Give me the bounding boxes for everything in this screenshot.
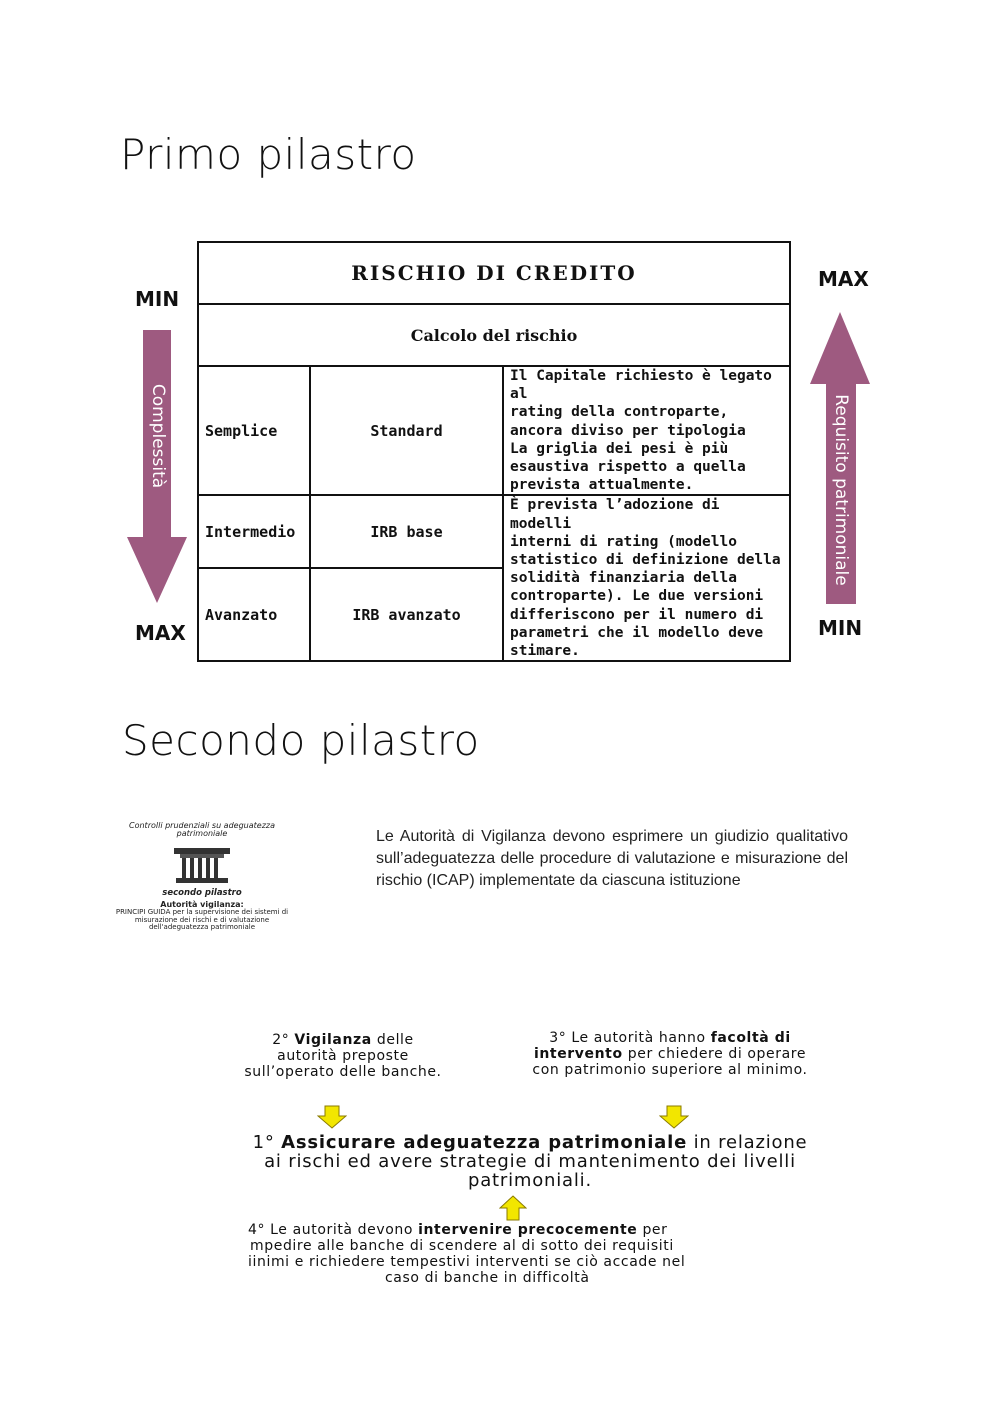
- desc-irb: È prevista l’adozione di modelli interni di rating (modello statistico di definizione della solidità finanziaria della controparte). Le due versioni differiscono per il numero di parametri che il modello deve stimare.: [503, 495, 790, 661]
- method-irb-base: IRB base: [310, 495, 503, 568]
- box-2-vigilanza: 2° Vigilanza delle autorità preposte sull’operato delle banche.: [244, 1032, 442, 1080]
- primo-pilastro-title: Primo pilastro: [120, 130, 417, 179]
- right-max-label: MAX: [818, 267, 869, 291]
- level-semplice: Semplice: [198, 366, 310, 495]
- level-intermedio: Intermedio: [198, 495, 310, 568]
- thumb-caption-top: Controlli prudenziali su adeguatezza patrimoniale: [129, 821, 275, 838]
- arrow-up-center-icon: [499, 1195, 527, 1221]
- right-min-label: MIN: [818, 616, 863, 640]
- thumb-caption-mid: secondo pilastro: [162, 888, 242, 898]
- thumb-caption-body: PRINCIPI GUIDA per la supervisione dei sistemi di misurazione dei rischi e di valutazione dell'adeguatezza patrimoniale: [115, 908, 289, 931]
- credit-risk-table: [197, 241, 791, 662]
- left-max-label: MAX: [135, 621, 186, 645]
- secondo-paragraph: Le Autorità di Vigilanza devono esprimere un giudizio qualitativo sull’adeguatezza delle procedure di valutazione e misurazione del rischio (ICAP) implementate da ciascuna istituzione: [376, 828, 848, 889]
- box-1-adeguatezza: 1° Assicurare adeguatezza patrimoniale in relazione ai rischi ed avere strategie di mantenimento dei livelli patrimoniali.: [252, 1132, 808, 1191]
- level-avanzato: Avanzato: [198, 568, 310, 661]
- box4-line3: iinimi e richiedere tempestivi interventi se ciò accade nel: [248, 1254, 686, 1270]
- complexity-arrow-label-wrap: [127, 340, 189, 540]
- table-title: RISCHIO DI CREDITO: [198, 242, 790, 304]
- left-min-label: MIN: [135, 287, 180, 311]
- capital-arrow-text: Requisito patrimoniale: [831, 394, 851, 586]
- pillar-icon: [170, 846, 234, 886]
- capital-arrow-label-wrap: [810, 380, 872, 600]
- box4-line1: 4° Le autorità devono intervenire precocemente per: [248, 1222, 668, 1238]
- thumb-caption-authority: Autorità vigilanza:: [160, 900, 244, 909]
- arrow-down-left-icon: [317, 1105, 347, 1129]
- method-irb-avanzato: IRB avanzato: [310, 568, 503, 661]
- method-standard: Standard: [310, 366, 503, 495]
- box-3-facolta: 3° Le autorità hanno facoltà di intervento per chiedere di operare con patrimonio superiore al minimo.: [532, 1030, 808, 1078]
- pillar-thumbnail: [112, 822, 292, 932]
- secondo-pilastro-title: Secondo pilastro: [122, 716, 480, 765]
- table-subtitle: Calcolo del rischio: [198, 304, 790, 366]
- box4-line2: mpedire alle banche di scendere al di sotto dei requisiti: [250, 1238, 674, 1254]
- box4-line4: caso di banche in difficoltà: [385, 1270, 590, 1286]
- desc-standard: Il Capitale richiesto è legato al rating della controparte, ancora diviso per tipologia La griglia dei pesi è più esaustiva rispetto a quella prevista attualmente.: [503, 366, 790, 495]
- arrow-down-right-icon: [659, 1105, 689, 1129]
- complexity-arrow-text: Complessità: [148, 383, 168, 489]
- box-4-intervento: [240, 1222, 800, 1286]
